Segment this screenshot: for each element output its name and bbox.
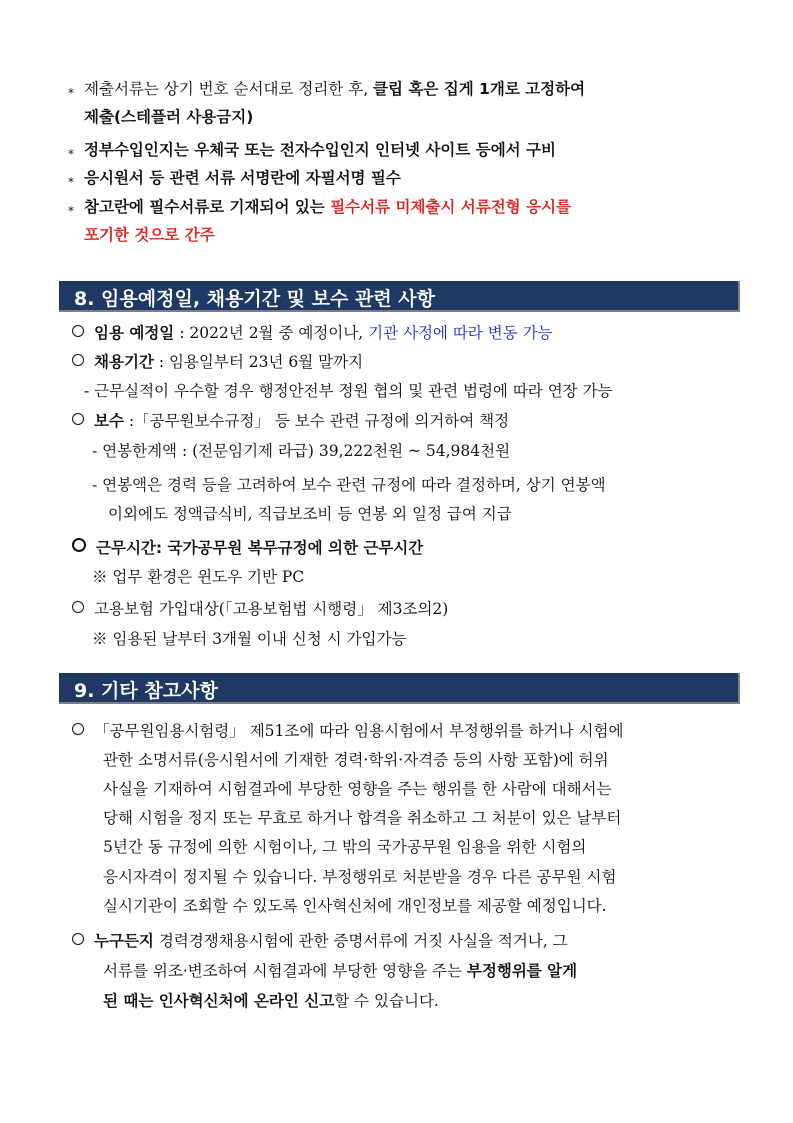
salary-note-line-1: - 연봉액은 경력 등을 고려하여 보수 관련 규정에 따라 결정하며, 상기 연봉액 [92,476,606,494]
insurance-item: 고용보험 가입대상(「고용보험법 시행령」 제3조의2) [72,598,448,620]
misc-item-2-line-1: 누구든지 경력경쟁채용시험에 관한 증명서류에 거짓 사실을 적거나, 그 [72,930,568,952]
misc-item-2-line-3: 된 때는 인사혁신처에 온라인 신고할 수 있습니다. [103,992,439,1010]
period-extension-note: - 근무실적이 우수할 경우 행정안전부 정원 협의 및 관련 법령에 따라 연장 가능 [84,382,613,400]
circle-bullet-icon [72,413,84,425]
misc-item-1-line-1: 「공무원임용시험령」 제51조에 따라 임용시험에서 부정행위를 하거나 시험에 [72,720,623,742]
bullet-star: * [68,175,74,189]
misc-item-1-line: 실시기관이 조회할 수 있도록 인사혁신처에 개인정보를 제공할 예정입니다. [103,897,607,915]
salary-note-line-2: 이외에도 정액급식비, 직급보조비 등 연봉 외 일정 급여 지급 [108,505,512,523]
misc-item-1-line: 응시자격이 정지될 수 있습니다. 부정행위로 처분받을 경우 다른 공무원 시험 [103,868,617,886]
note-3: 응시원서 등 관련 서류 서명란에 자필서명 필수 [84,169,401,187]
section-9-header [59,673,740,704]
misc-item-1-line: 사실을 기재하여 시험결과에 부당한 영향을 주는 행위를 한 사람에 대해서는 [103,780,612,798]
appoint-date-item: 임용 예정일 : 2022년 2월 중 예정이나, 기관 사정에 따라 변동 가능 [72,322,553,344]
note-1-line-2: 제출(스테플러 사용금지) [84,108,254,126]
salary-limit: - 연봉한계액 : (전문임기제 라급) 39,222천원 ~ 54,984천원 [92,442,511,460]
insurance-note: ※ 임용된 날부터 3개월 이내 신청 시 가입가능 [92,630,407,648]
note-4-line-1: 참고란에 필수서류로 기재되어 있는 필수서류 미제출시 서류전형 응시를 [84,198,571,216]
circle-bullet-icon [72,325,84,337]
bullet-star: * [68,86,74,100]
working-hours-note: ※ 업무 환경은 윈도우 기반 PC [92,568,305,586]
circle-bullet-icon [72,933,84,945]
note-2: 정부수입인지는 우체국 또는 전자수입인지 인터넷 사이트 등에서 구비 [84,141,556,159]
circle-bullet-icon [72,354,84,366]
circle-bullet-icon [72,723,84,735]
misc-item-1-line: 당해 시험을 정지 또는 무효로 하거나 합격을 취소하고 그 처분이 있은 날부터 [103,809,622,827]
note-1-line-1: 제출서류는 상기 번호 순서대로 정리한 후, 클립 혹은 집게 1개로 고정하여 [84,80,586,98]
note-4-line-2: 포기한 것으로 간주 [84,226,215,244]
pay-item: 보수 :「공무원보수규정」 등 보수 관련 규정에 의거하여 책정 [72,410,509,432]
employment-period-item: 채용기간 : 임용일부터 23년 6월 말까지 [72,351,363,373]
misc-item-1-line: 5년간 동 규정에 의한 시험이나, 그 밖의 국가공무원 임용을 위한 시험의 [103,838,587,856]
circle-bullet-icon [72,601,84,613]
section-8-header [59,281,740,312]
section-8-title: 8. 임용예정일, 채용기간 및 보수 관련 사항 [74,288,436,310]
circle-bullet-icon [72,538,86,552]
misc-item-2-line-2: 서류를 위조·변조하여 시험결과에 부당한 영향을 주는 부정행위를 알게 [103,962,578,980]
bullet-star: * [68,204,74,218]
working-hours-item: 근무시간: 국가공무원 복무규정에 의한 근무시간 [72,537,423,559]
section-9-title: 9. 기타 참고사항 [74,680,218,702]
bullet-star: * [68,147,74,161]
misc-item-1-line: 관한 소명서류(응시원서에 기재한 경력·학위·자격증 등의 사항 포함)에 허위 [103,751,609,769]
